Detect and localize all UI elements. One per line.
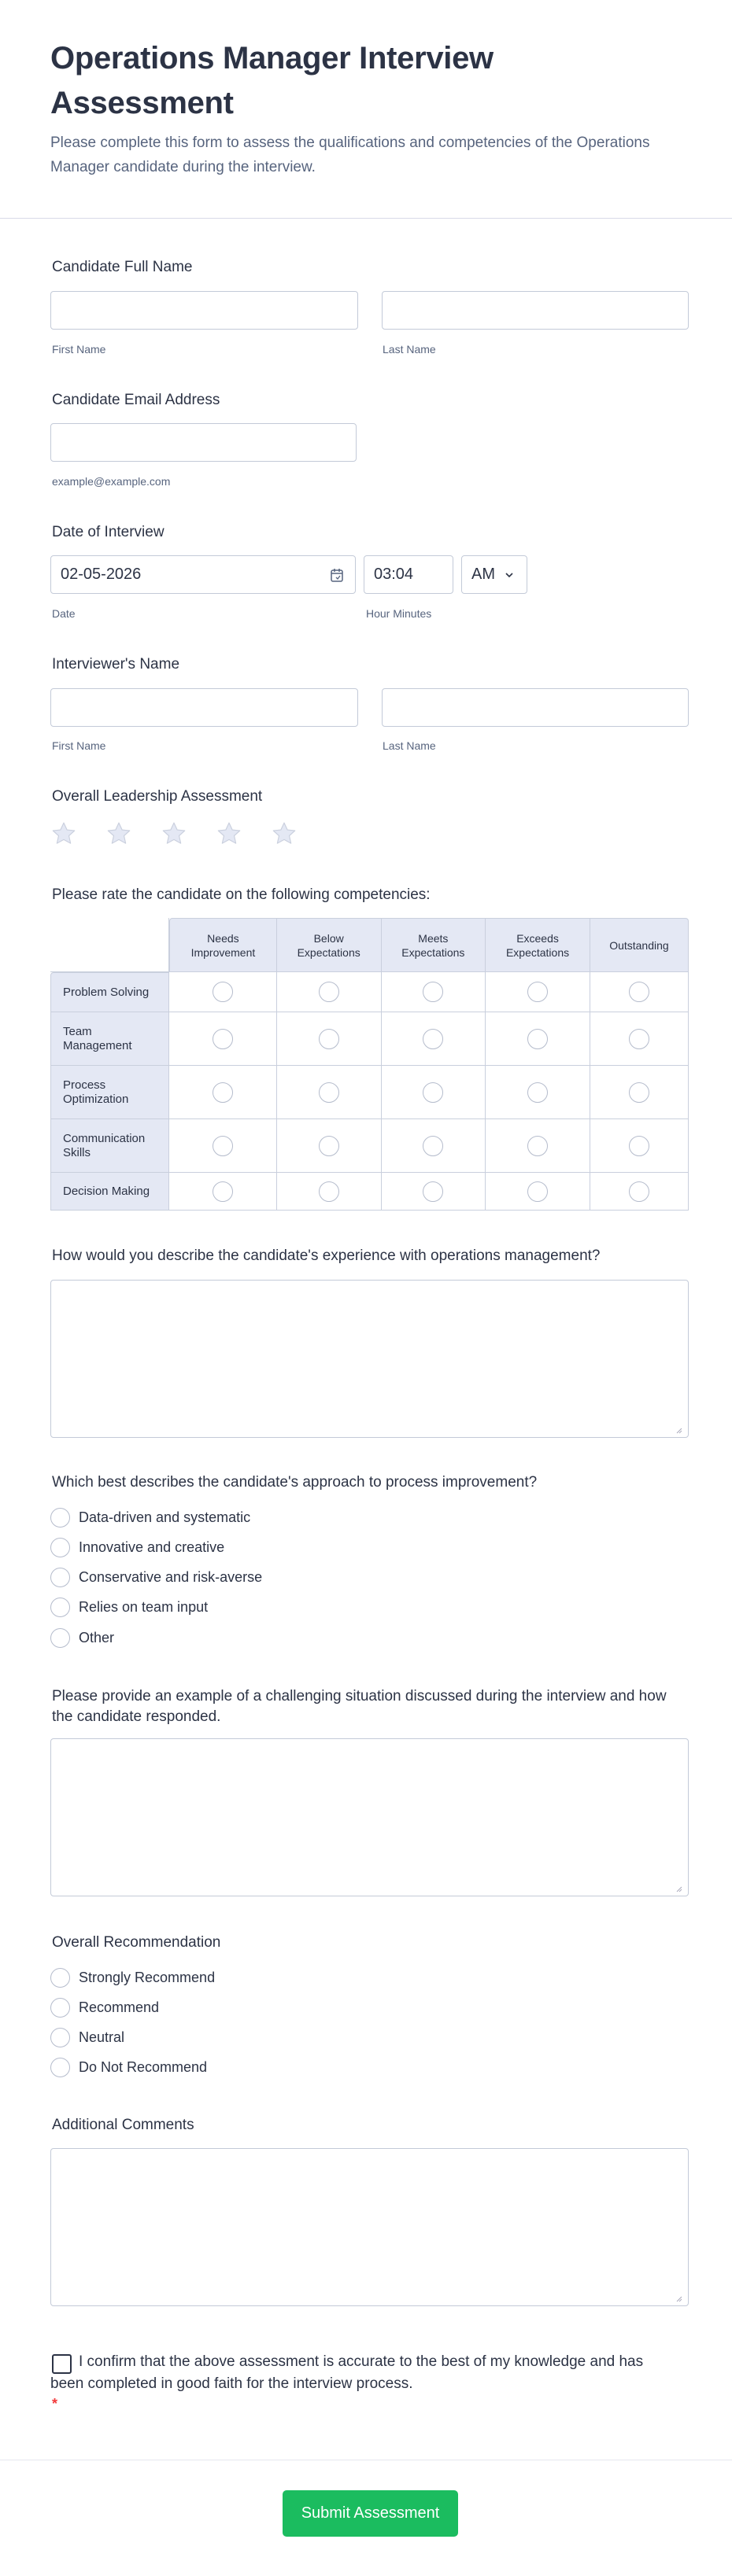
matrix-row-label-text: Team	[63, 1024, 92, 1038]
form-header	[0, 0, 732, 219]
ampm-value: AM	[471, 566, 495, 583]
matrix-radio[interactable]	[319, 1181, 339, 1202]
process-improvement-option[interactable]	[50, 1597, 208, 1619]
matrix-cell	[590, 1066, 689, 1119]
matrix-cell	[382, 1119, 486, 1173]
matrix-column-header-text: Improvement	[190, 945, 256, 959]
matrix-row-label	[50, 972, 169, 1012]
candidate-email-sublabel: example@example.com	[52, 475, 171, 488]
candidate-name-label: Candidate Full Name	[52, 259, 193, 275]
challenging-situation-label: Please provide an example of a challenging situation discussed during the interview and how the candidate responded.	[52, 1688, 667, 1725]
matrix-column-header-text: Expectations	[401, 945, 465, 959]
process-improvement-option-label: Other	[79, 1629, 115, 1645]
matrix-radio[interactable]	[213, 982, 233, 1002]
matrix-row-label-text: Problem Solving	[63, 985, 150, 999]
matrix-radio[interactable]	[527, 1082, 548, 1103]
matrix-row-label-text: Skills	[63, 1145, 91, 1159]
matrix-radio[interactable]	[527, 982, 548, 1002]
interview-date-label: Date of Interview	[52, 524, 165, 540]
matrix-cell	[590, 1173, 689, 1211]
matrix-column-header	[277, 918, 382, 972]
matrix-row-label	[50, 1119, 169, 1173]
recommendation-option[interactable]	[50, 1966, 215, 1988]
additional-comments-label: Additional Comments	[52, 2117, 194, 2133]
radio-button[interactable]	[50, 1998, 70, 2018]
matrix-radio[interactable]	[527, 1136, 548, 1156]
matrix-cell	[590, 972, 689, 1012]
matrix-cell	[169, 1012, 277, 1066]
matrix-radio[interactable]	[629, 982, 649, 1002]
date-sublabel: Date	[52, 607, 76, 620]
matrix-cell	[486, 1066, 590, 1119]
recommendation-option[interactable]	[50, 2057, 207, 2079]
process-improvement-option[interactable]	[50, 1506, 250, 1528]
matrix-radio[interactable]	[213, 1136, 233, 1156]
interviewer-first-name-input[interactable]	[50, 688, 358, 727]
matrix-column-header-text: Expectations	[505, 945, 570, 959]
matrix-cell	[590, 1119, 689, 1173]
matrix-radio[interactable]	[629, 1082, 649, 1103]
resize-handle-icon[interactable]	[676, 1428, 682, 1434]
matrix-radio[interactable]	[213, 1181, 233, 1202]
matrix-radio[interactable]	[213, 1082, 233, 1103]
time-input[interactable]	[364, 555, 453, 594]
radio-button[interactable]	[50, 1568, 70, 1587]
date-value: 02-05-2026	[61, 566, 142, 583]
process-improvement-option[interactable]	[50, 1567, 262, 1589]
matrix-row	[50, 1066, 689, 1119]
challenging-situation-textarea[interactable]	[50, 1738, 689, 1896]
recommendation-option[interactable]	[50, 1996, 159, 2018]
matrix-cell	[169, 972, 277, 1012]
radio-button[interactable]	[50, 1628, 70, 1648]
recommendation-option-label: Recommend	[79, 1999, 160, 2015]
candidate-first-name-input[interactable]	[50, 291, 358, 330]
star-icon[interactable]	[271, 820, 298, 847]
additional-comments-textarea[interactable]	[50, 2148, 689, 2306]
radio-button[interactable]	[50, 1538, 70, 1557]
matrix-radio[interactable]	[527, 1029, 548, 1049]
matrix-row-label-text: Communication	[63, 1131, 146, 1145]
experience-textarea[interactable]	[50, 1280, 689, 1438]
recommendation-option-label: Do Not Recommend	[79, 2059, 208, 2076]
page-title: Operations Manager Interview Assessment	[50, 41, 494, 120]
matrix-cell	[590, 1012, 689, 1066]
matrix-cell	[277, 1012, 382, 1066]
matrix-radio[interactable]	[629, 1181, 649, 1202]
competency-matrix	[50, 918, 689, 1211]
ampm-select[interactable]	[461, 555, 527, 594]
chevron-down-icon	[505, 572, 514, 578]
recommendation-label: Overall Recommendation	[52, 1934, 221, 1951]
matrix-radio[interactable]	[423, 1181, 443, 1202]
matrix-column-header-text: Below	[313, 931, 344, 945]
matrix-column-header	[590, 918, 689, 972]
matrix-column-header	[382, 918, 486, 972]
matrix-column-header-text: Meets	[418, 931, 449, 945]
matrix-column-header	[486, 918, 590, 972]
matrix-row-label-text: Optimization	[63, 1092, 129, 1106]
confirm-text: I confirm that the above assessment is accurate to the best of my knowledge and has been completed in good faith for the interview process.	[50, 2353, 644, 2392]
radio-button[interactable]	[50, 1508, 70, 1528]
matrix-radio[interactable]	[319, 982, 339, 1002]
process-improvement-label: Which best describes the candidate's approach to process improvement?	[52, 1474, 538, 1491]
submit-button[interactable]: Submit Assessment	[283, 2490, 458, 2537]
process-improvement-option-label: Innovative and creative	[79, 1539, 225, 1555]
matrix-radio[interactable]	[527, 1181, 548, 1202]
required-asterisk: *	[52, 2396, 58, 2412]
page-subtitle: Please complete this form to assess the qualifications and competencies of the Operations Manager candidate during the interview.	[50, 135, 650, 175]
matrix-row-label	[50, 1012, 169, 1066]
matrix-radio[interactable]	[423, 1136, 443, 1156]
matrix-radio[interactable]	[319, 1136, 339, 1156]
star-icon[interactable]	[216, 820, 242, 847]
candidate-email-input[interactable]	[50, 423, 357, 462]
candidate-email-label: Candidate Email Address	[52, 392, 220, 408]
matrix-radio[interactable]	[423, 982, 443, 1002]
process-improvement-option-label: Relies on team input	[79, 1599, 209, 1616]
matrix-cell	[382, 1173, 486, 1211]
matrix-cell	[486, 972, 590, 1012]
star-rating[interactable]	[50, 820, 298, 847]
matrix-cell	[277, 1173, 382, 1211]
matrix-row	[50, 1119, 689, 1173]
matrix-cell	[486, 1119, 590, 1173]
recommendation-option-label: Neutral	[79, 2029, 125, 2046]
matrix-cell	[169, 1119, 277, 1173]
matrix-cell	[486, 1173, 590, 1211]
matrix-column-header-text: Outstanding	[609, 938, 669, 952]
resize-handle-icon[interactable]	[676, 1886, 682, 1892]
matrix-column-header-text: Exceeds	[516, 931, 559, 945]
matrix-radio[interactable]	[423, 1029, 443, 1049]
process-improvement-option-label: Conservative and risk-averse	[79, 1569, 263, 1586]
time-value: 03:04	[374, 566, 414, 583]
matrix-cell	[169, 1066, 277, 1119]
process-improvement-option-label: Data-driven and systematic	[79, 1509, 251, 1525]
recommendation-option-label: Strongly Recommend	[79, 1969, 216, 1985]
matrix-row-label-text: Decision Making	[63, 1184, 150, 1198]
process-improvement-option[interactable]	[50, 1627, 114, 1649]
matrix-column-header-text: Expectations	[297, 945, 360, 959]
matrix-column-header	[169, 918, 277, 972]
star-icon[interactable]	[50, 820, 77, 847]
calendar-icon[interactable]	[330, 567, 344, 583]
interviewer-last-name-input[interactable]	[382, 688, 689, 727]
matrix-row	[50, 972, 689, 1012]
matrix-cell	[486, 1012, 590, 1066]
interviewer-last-name-sublabel: Last Name	[383, 739, 436, 752]
matrix-cell	[382, 972, 486, 1012]
matrix-radio[interactable]	[319, 1082, 339, 1103]
candidate-first-name-sublabel: First Name	[52, 343, 106, 356]
matrix-row-label-text: Management	[63, 1038, 132, 1052]
matrix-radio[interactable]	[629, 1136, 649, 1156]
competencies-label: Please rate the candidate on the following competencies:	[52, 886, 431, 903]
matrix-radio[interactable]	[319, 1029, 339, 1049]
interviewer-first-name-sublabel: First Name	[52, 739, 106, 752]
resize-handle-icon[interactable]	[676, 2296, 682, 2302]
star-icon[interactable]	[161, 820, 187, 847]
matrix-row-label	[50, 1173, 169, 1211]
experience-label: How would you describe the candidate's experience with operations management?	[52, 1247, 601, 1264]
process-improvement-option[interactable]	[50, 1536, 224, 1558]
candidate-last-name-sublabel: Last Name	[383, 343, 436, 356]
radio-button[interactable]	[50, 2058, 70, 2077]
matrix-radio[interactable]	[213, 1029, 233, 1049]
time-sublabel: Hour Minutes	[366, 607, 432, 620]
recommendation-option[interactable]	[50, 2027, 124, 2049]
radio-button[interactable]	[50, 2028, 70, 2047]
matrix-cell	[277, 1066, 382, 1119]
matrix-row	[50, 1012, 689, 1066]
matrix-row	[50, 1173, 689, 1211]
matrix-cell	[382, 1066, 486, 1119]
matrix-row-label	[50, 1066, 169, 1119]
candidate-last-name-input[interactable]	[382, 291, 689, 330]
matrix-row-label-text: Process	[63, 1078, 106, 1092]
matrix-cell	[169, 1173, 277, 1211]
star-icon[interactable]	[105, 820, 132, 847]
matrix-radio[interactable]	[629, 1029, 649, 1049]
matrix-column-header-text: Needs	[207, 931, 239, 945]
date-input[interactable]	[50, 555, 356, 594]
matrix-cell	[277, 1119, 382, 1173]
leadership-label: Overall Leadership Assessment	[52, 788, 263, 805]
matrix-radio[interactable]	[423, 1082, 443, 1103]
radio-button[interactable]	[50, 1968, 70, 1988]
matrix-cell	[277, 972, 382, 1012]
radio-button[interactable]	[50, 1598, 70, 1617]
interviewer-name-label: Interviewer's Name	[52, 656, 180, 673]
matrix-cell	[382, 1012, 486, 1066]
matrix-corner	[50, 918, 169, 972]
